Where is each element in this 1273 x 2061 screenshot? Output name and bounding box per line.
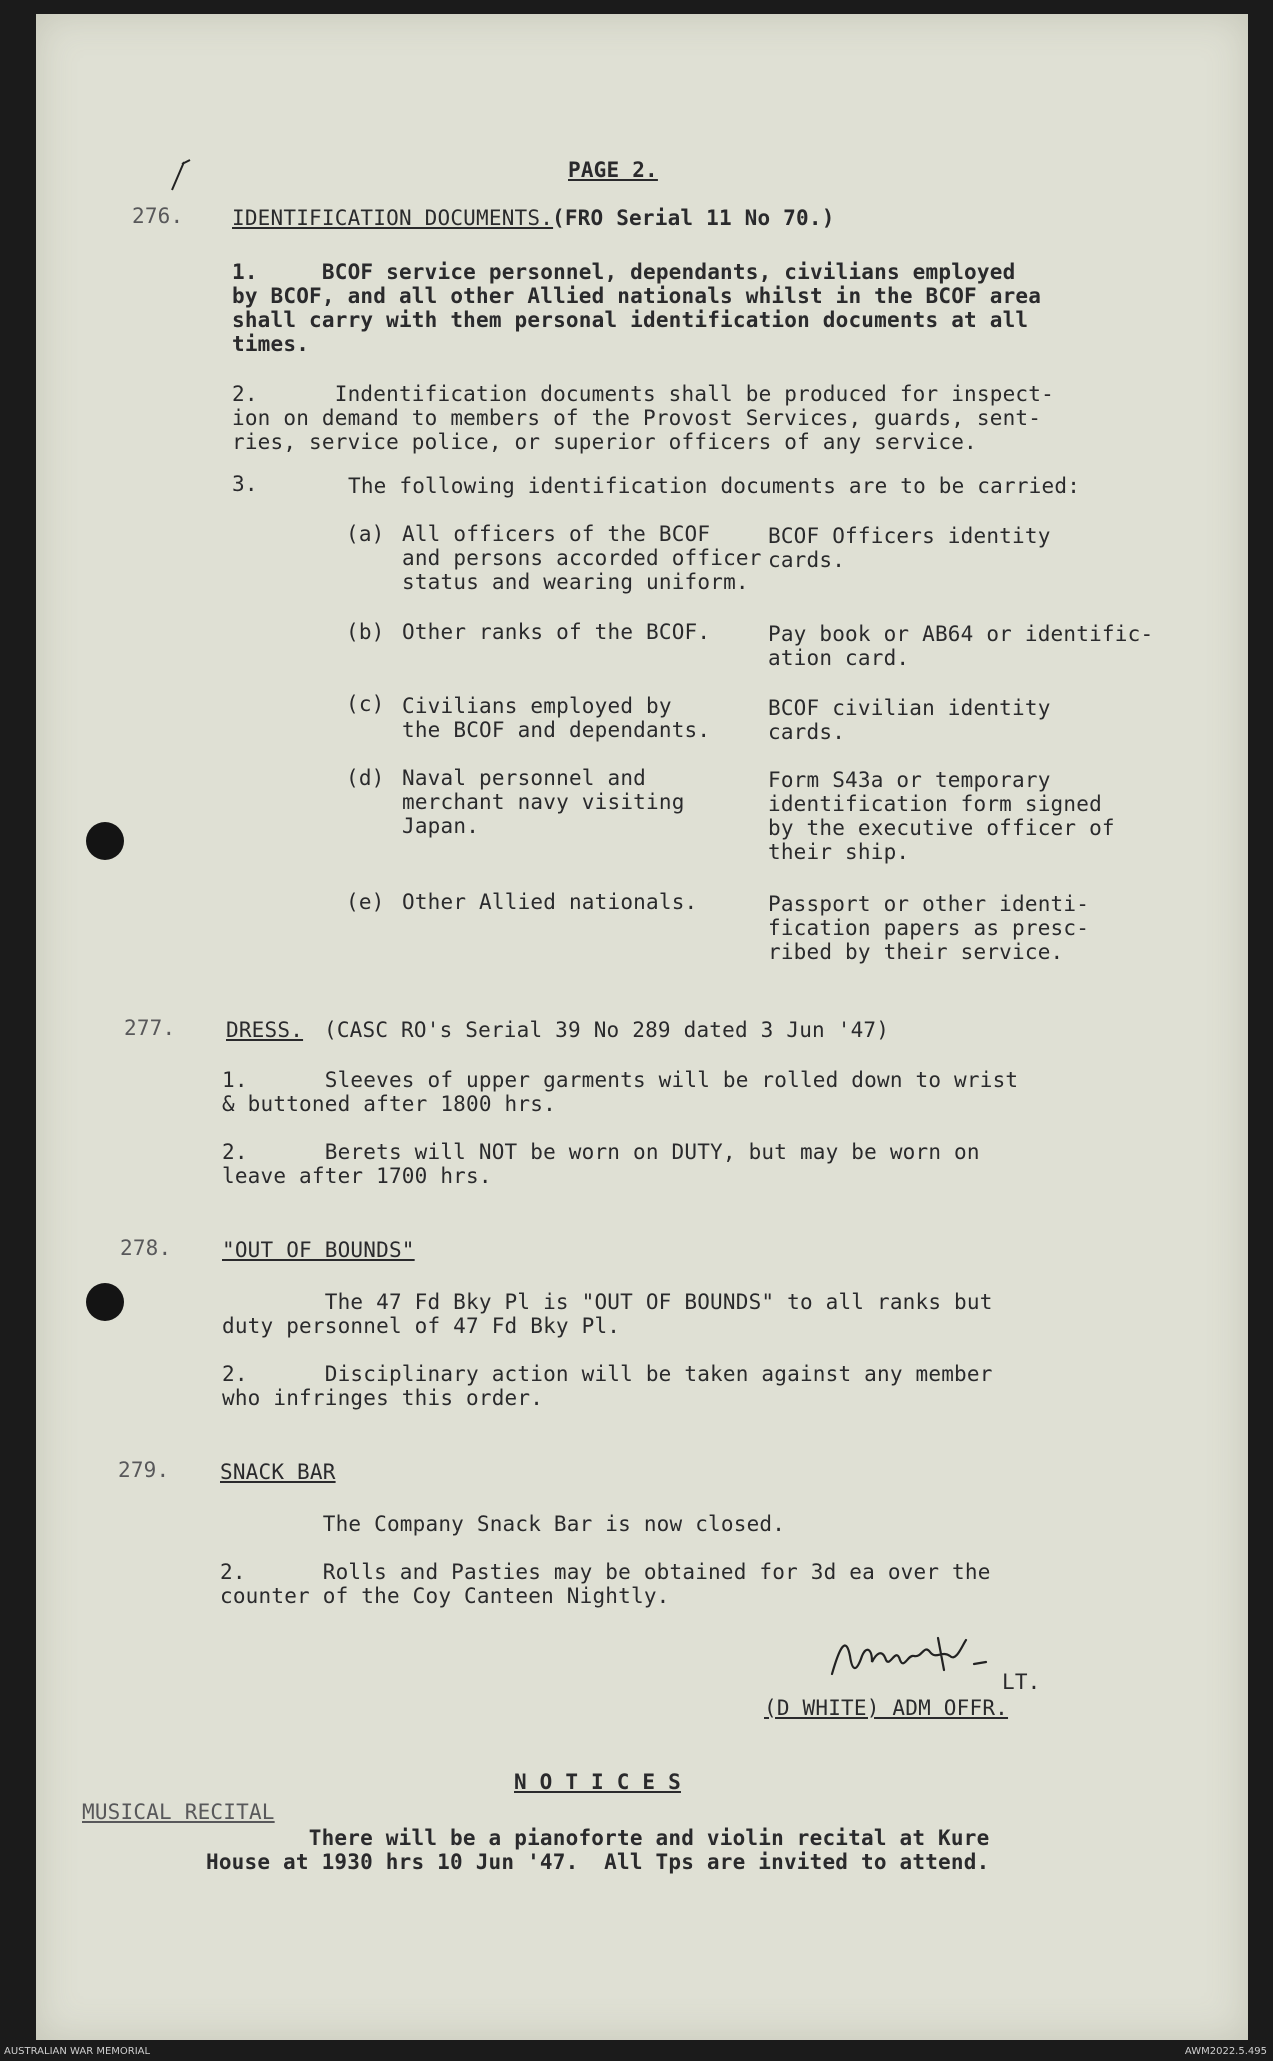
item-who-line: status and wearing uniform.	[402, 570, 749, 594]
section-278-p1-line: The 47 Fd Bky Pl is "OUT OF BOUNDS" to all ranks but	[222, 1290, 993, 1314]
section-276-p1-line: shall carry with them personal identification documents at all	[232, 308, 1029, 332]
section-276-p2-line: ion on demand to members of the Provost Services, guards, sent-	[232, 406, 1042, 430]
item-who-line: Other ranks of the BCOF.	[402, 620, 711, 644]
handwritten-signature-icon	[826, 1626, 1026, 1690]
page-heading: PAGE 2.	[568, 158, 658, 182]
section-276-ref: (FRO Serial 11 No 70.)	[552, 206, 835, 230]
item-who-line: All officers of the BCOF	[402, 522, 711, 546]
item-doc-line: cards.	[768, 548, 846, 572]
item-doc-line: ribed by their service.	[768, 940, 1064, 964]
pencil-mark-icon	[168, 154, 198, 198]
item-label: (d)	[346, 766, 385, 790]
item-doc-line: Form S43a or temporary	[768, 768, 1051, 792]
item-doc-line: by the executive officer of	[768, 816, 1115, 840]
notices-subheading: MUSICAL RECITAL	[82, 1800, 275, 1824]
punch-hole-icon	[86, 1283, 124, 1321]
section-277-title: DRESS.	[226, 1018, 304, 1042]
item-doc-line: cards.	[768, 720, 846, 744]
section-276-number: 276.	[132, 204, 184, 228]
item-who-line: Japan.	[402, 814, 480, 838]
section-276-p1-line: 1. BCOF service personnel, dependants, civilians employed	[232, 260, 1016, 284]
item-who-line: Civilians employed by	[402, 694, 672, 718]
signature-rank: LT.	[1002, 1670, 1041, 1694]
section-279-p1-line: The Company Snack Bar is now closed.	[220, 1512, 786, 1536]
footer-left: AUSTRALIAN WAR MEMORIAL	[4, 2046, 151, 2057]
item-doc-line: their ship.	[768, 840, 910, 864]
item-doc-line: Passport or other identi-	[768, 892, 1090, 916]
item-doc-line: identification form signed	[768, 792, 1102, 816]
item-who-line: Other Allied nationals.	[402, 890, 698, 914]
section-276-p3-text: The following identification documents are to be carried:	[348, 474, 1081, 498]
section-277-ref: (CASC RO's Serial 39 No 289 dated 3 Jun '47)	[324, 1018, 890, 1042]
section-276-p1-line: by BCOF, and all other Allied nationals whilst in the BCOF area	[232, 284, 1042, 308]
section-276-p2-line: 2. Indentification documents shall be produced for inspect-	[232, 382, 1054, 406]
footer-right: AWM2022.5.495	[1184, 2046, 1267, 2057]
item-label: (c)	[346, 692, 385, 716]
item-who-line: merchant navy visiting	[402, 790, 685, 814]
item-who-line: and persons accorded officer	[402, 546, 762, 570]
document-page	[36, 14, 1248, 2040]
section-278-number: 278.	[120, 1236, 172, 1260]
section-277-p2-line: leave after 1700 hrs.	[222, 1164, 492, 1188]
notices-line: There will be a pianoforte and violin recital at Kure	[206, 1826, 990, 1850]
section-279-title: SNACK BAR	[220, 1460, 336, 1484]
signature-name: (D WHITE) ADM OFFR.	[764, 1696, 1009, 1720]
item-doc-line: BCOF Officers identity	[768, 524, 1051, 548]
item-label: (a)	[346, 522, 385, 546]
section-276-p1-line: times.	[232, 332, 310, 356]
section-276-p3-number: 3.	[232, 472, 258, 496]
punch-hole-icon	[86, 822, 124, 860]
section-278-p2-line: 2. Disciplinary action will be taken against any member	[222, 1362, 993, 1386]
section-279-p2-line: counter of the Coy Canteen Nightly.	[220, 1584, 670, 1608]
notices-heading: N O T I C E S	[514, 1770, 681, 1794]
item-doc-line: Pay book or AB64 or identific-	[768, 622, 1154, 646]
section-277-p1-line: & buttoned after 1800 hrs.	[222, 1092, 556, 1116]
section-277-number: 277.	[124, 1016, 176, 1040]
section-276-title: IDENTIFICATION DOCUMENTS.	[232, 206, 554, 230]
item-who-line: the BCOF and dependants.	[402, 718, 711, 742]
notices-line: House at 1930 hrs 10 Jun '47. All Tps are invited to attend.	[206, 1850, 990, 1874]
item-label: (e)	[346, 890, 385, 914]
section-278-p2-line: who infringes this order.	[222, 1386, 544, 1410]
section-276-p2-line: ries, service police, or superior officers of any service.	[232, 430, 977, 454]
item-doc-line: fication papers as presc-	[768, 916, 1090, 940]
item-label: (b)	[346, 620, 385, 644]
item-doc-line: BCOF civilian identity	[768, 696, 1051, 720]
section-278-title: "OUT OF BOUNDS"	[222, 1238, 415, 1262]
section-279-p2-line: 2. Rolls and Pasties may be obtained for 3d ea over the	[220, 1560, 991, 1584]
section-277-p1-line: 1. Sleeves of upper garments will be rolled down to wrist	[222, 1068, 1019, 1092]
item-doc-line: ation card.	[768, 646, 910, 670]
section-278-p1-line: duty personnel of 47 Fd Bky Pl.	[222, 1314, 621, 1338]
section-279-number: 279.	[118, 1458, 170, 1482]
section-277-p2-line: 2. Berets will NOT be worn on DUTY, but may be worn on	[222, 1140, 980, 1164]
item-who-line: Naval personnel and	[402, 766, 647, 790]
